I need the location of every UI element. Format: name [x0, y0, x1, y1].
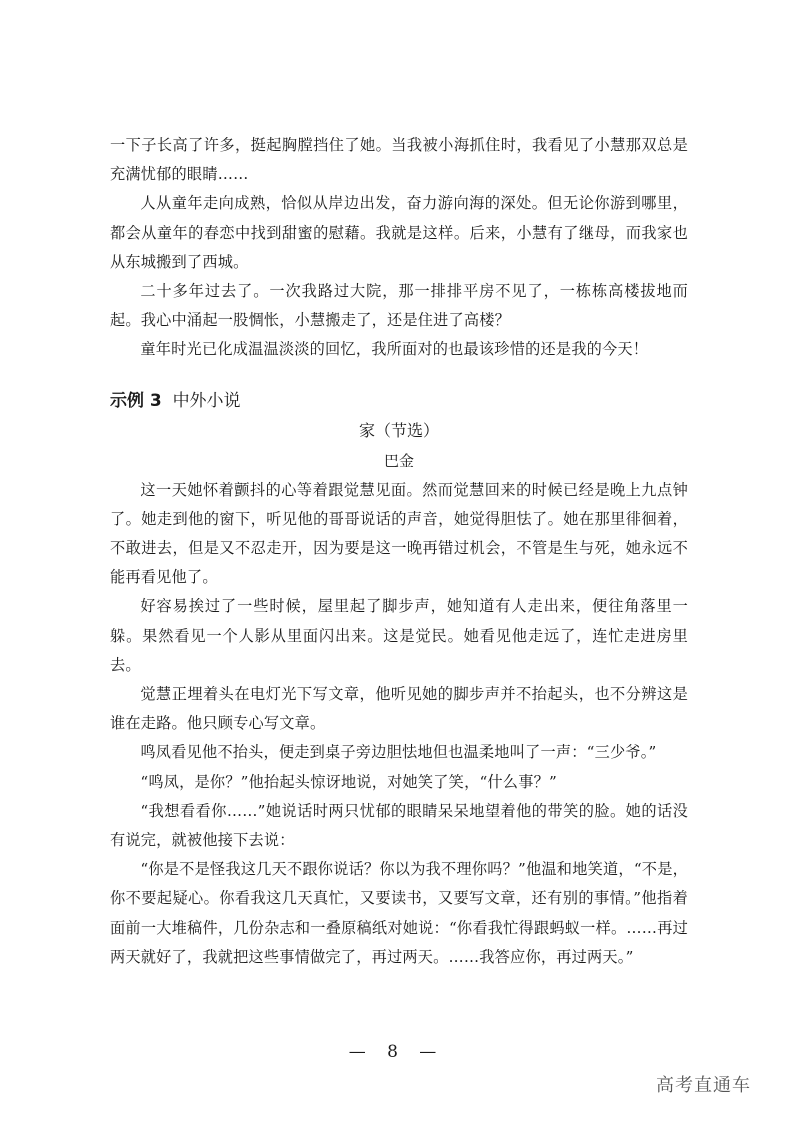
- paragraph: 童年时光已化成温温淡淡的回忆，我所面对的也最该珍惜的还是我的今天！: [140, 340, 649, 359]
- section-heading: [110, 386, 688, 416]
- paragraph: 人从童年走向成熟，恰似从岸边出发，奋力游向海的深处。但无论你游到哪里，都会从童年的春恋中找到甜蜜的慰藉。我就是这样。后来，小慧有了继母，而我家也从东城搬到了西城。: [110, 194, 688, 271]
- paragraph: 好容易挨过了一些时候，屋里起了脚步声，她知道有人走出来，便往角落里一躲。果然看见一个人影从里面闪出来。这是觉民。她看见他走远了，连忙走进房里去。: [110, 597, 688, 674]
- paragraph: “你是不是怪我这几天不跟你说话？你以为我不理你吗？”他温和地笑道，“不是，你不要起疑心。你看我这几天真忙，又要读书，又要写文章，还有别的事情。”他指着面前一大堆稿件，几份杂志和一叠原稿纸对她说：“你看我忙得跟蚂蚁一样。……再过两天就好了，我就把这些事情做完了，再过两天。……我答应你，再过两天。”: [110, 860, 688, 966]
- story-author: 巴金: [383, 451, 414, 470]
- section-label: 示例 3: [110, 390, 162, 411]
- story-title: 家（节选）: [358, 420, 439, 440]
- paragraph: “我想看看你……”她说话时两只忧郁的眼睛呆呆地望着他的带笑的脸。她的话没有说完，就被他接下去说：: [110, 801, 688, 850]
- page-body: [110, 131, 688, 972]
- paragraph: 鸣凤看见他不抬头，便走到桌子旁边胆怯地但也温柔地叫了一声：“三少爷。”: [140, 743, 657, 762]
- paragraph: “鸣凤，是你？”他抬起头惊讶地说，对她笑了笑，“什么事？”: [140, 772, 557, 791]
- paragraph-continuation: 一下子长高了许多，挺起胸膛挡住了她。当我被小海抓住时，我看见了小慧那双总是充满忧郁的眼睛……: [110, 136, 688, 184]
- paragraph: 觉慧正埋着头在电灯光下写文章，他听见她的脚步声并不抬起头，也不分辨这是谁在走路。他只顾专心写文章。: [110, 685, 688, 733]
- section-spacer: [110, 365, 688, 386]
- watermark-text: 高考直通车: [656, 1075, 751, 1096]
- section-name: 中外小说: [172, 390, 241, 411]
- page-number: — 8 —: [348, 1042, 445, 1062]
- paragraph: 这一天她怀着颤抖的心等着跟觉慧见面。然而觉慧回来的时候已经是晚上九点钟了。她走到他的窗下，听见他的哥哥说话的声音，她觉得胆怯了。她在那里徘徊着，不敢进去，但是又不忍走开，因为要是这一晚再错过机会，不管是生与死，她永远不能再看见他了。: [110, 480, 688, 587]
- paragraph: 二十多年过去了。一次我路过大院，那一排排平房不见了，一栋栋高楼拔地而起。我心中涌起一股惆怅，小慧搬走了，还是住进了高楼？: [110, 282, 688, 330]
